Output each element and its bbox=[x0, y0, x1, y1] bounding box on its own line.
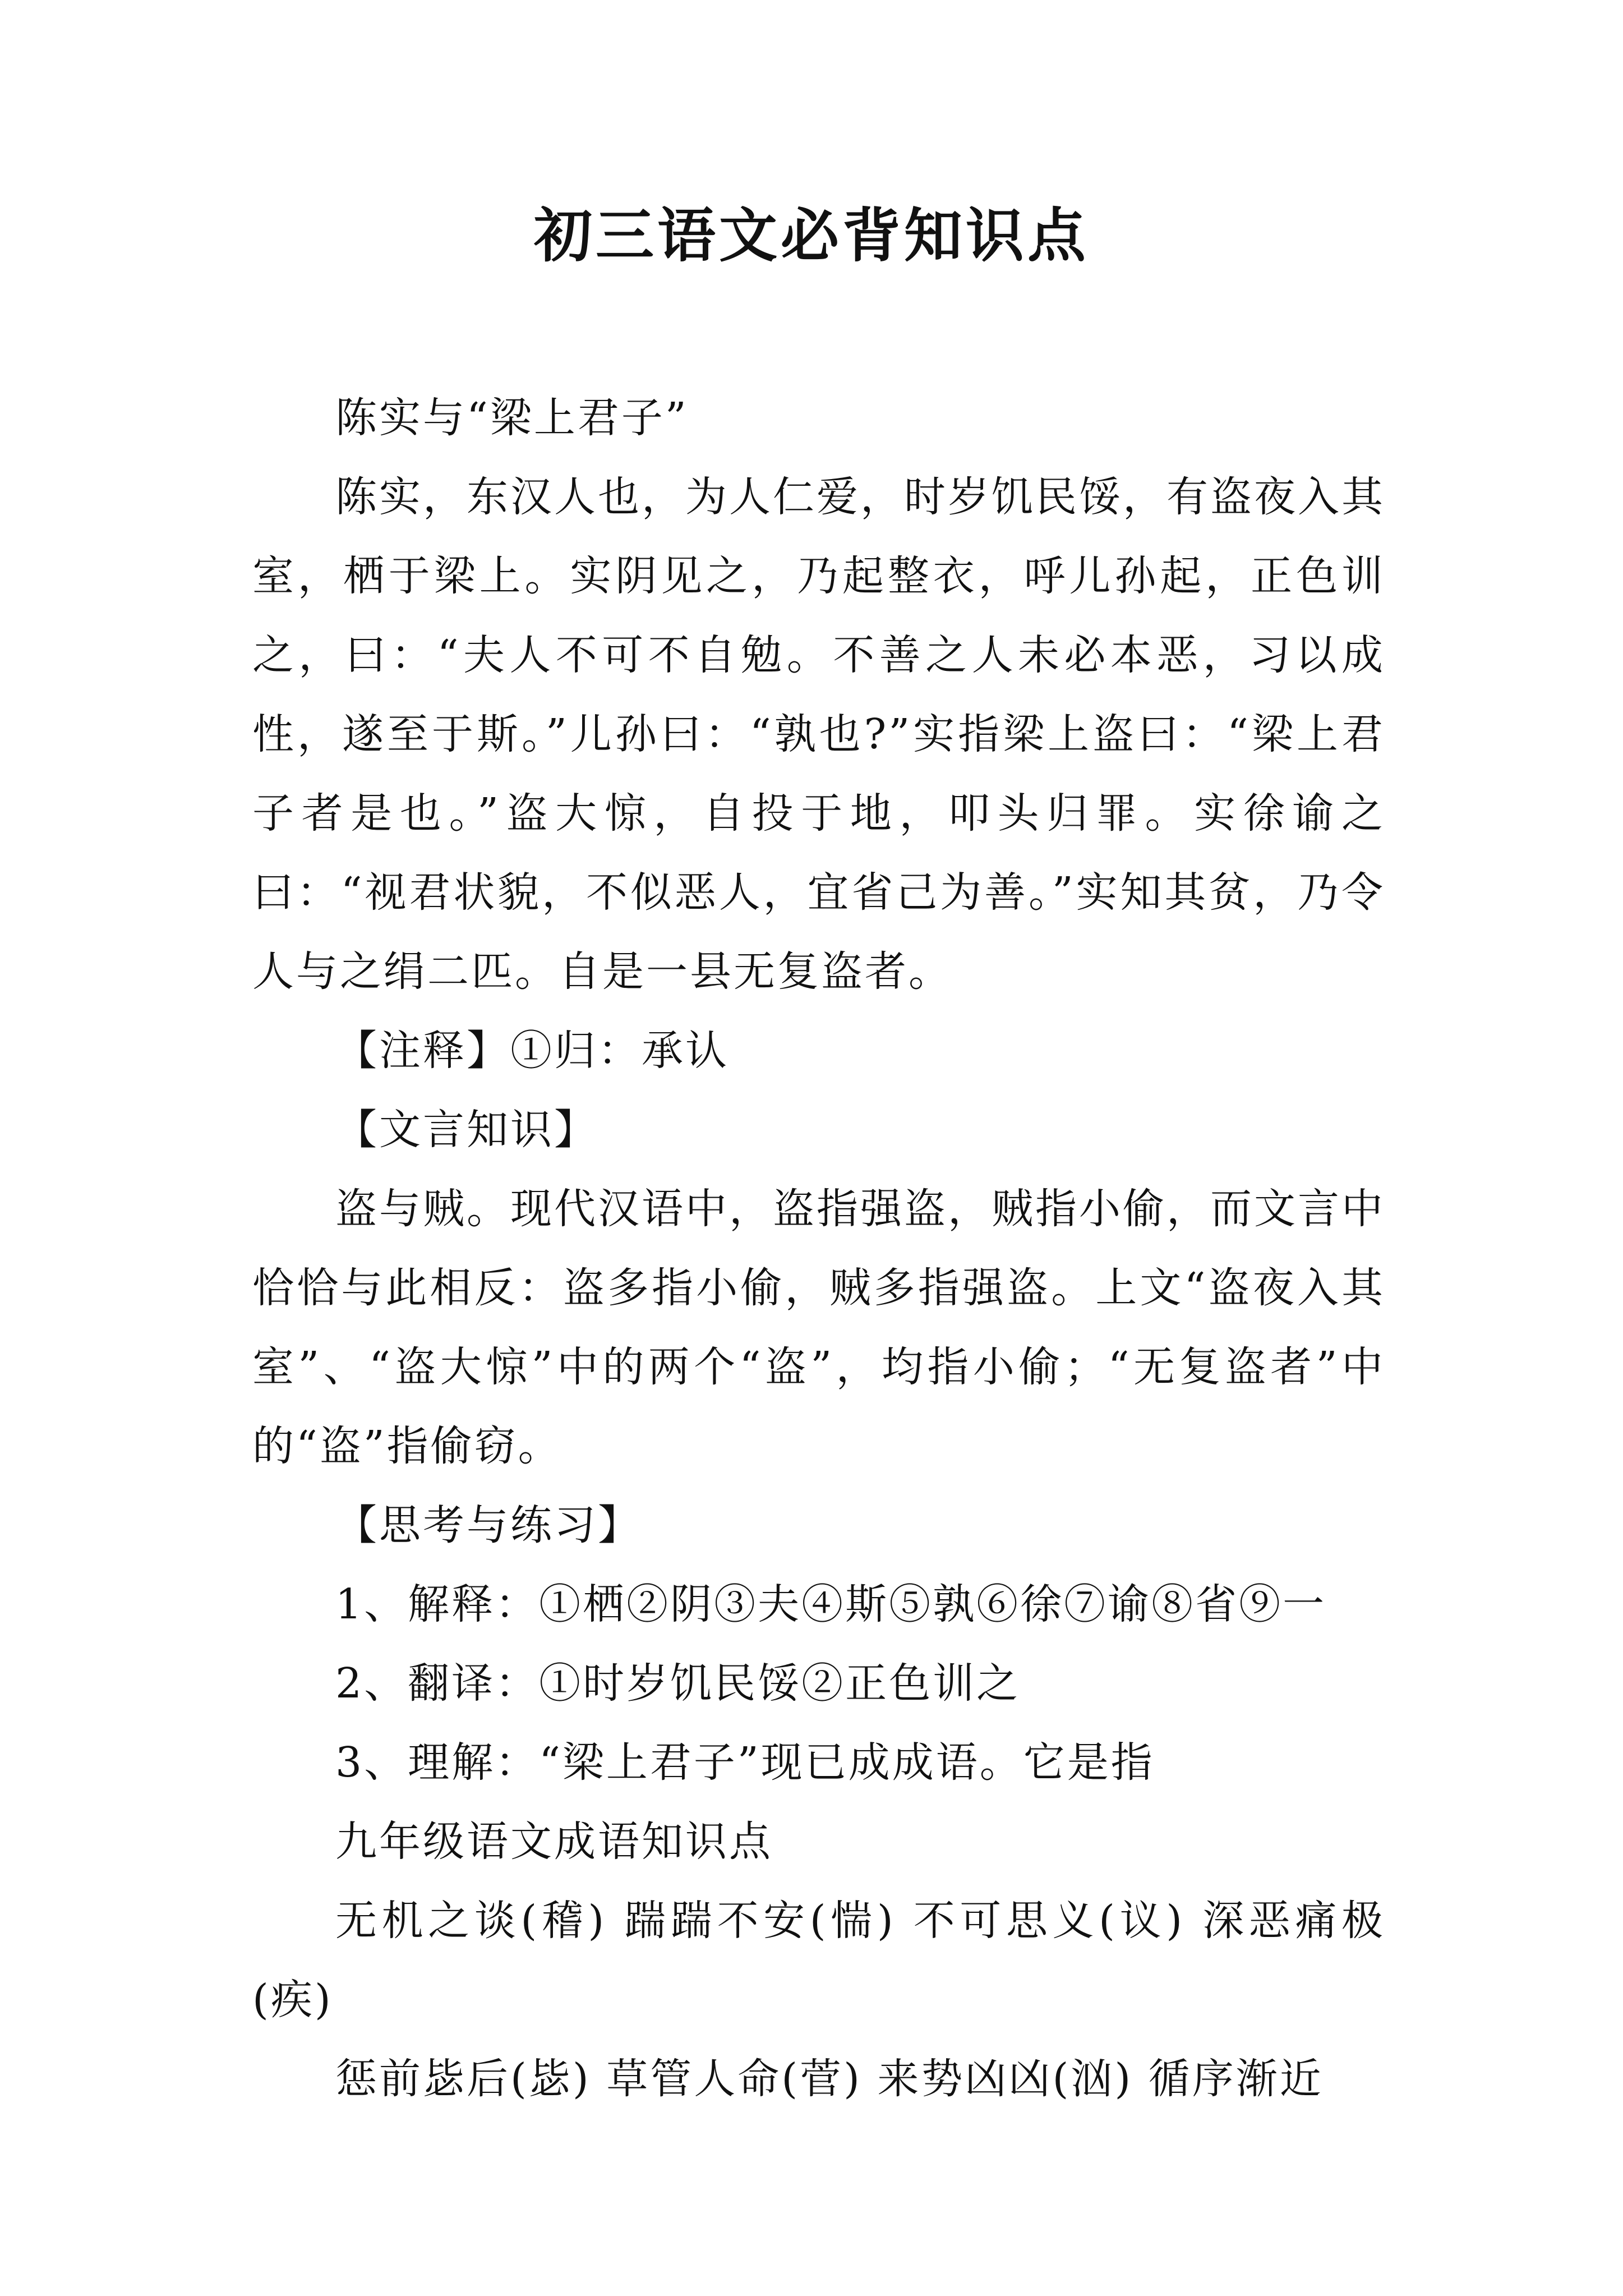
story-heading: 陈实与“梁上君子” bbox=[335, 394, 689, 442]
idiom-section-heading: 九年级语文成语知识点 bbox=[335, 1818, 773, 1866]
exercise-item: 1、解释：①栖②阴③夫④斯⑤孰⑥徐⑦谕⑧省⑨一 bbox=[335, 1580, 1327, 1628]
annotation-note: 【注释】①归：承认 bbox=[335, 1027, 729, 1075]
document-title: 初三语文必背知识点 bbox=[533, 201, 1089, 270]
classical-knowledge-heading: 【文言知识】 bbox=[335, 1106, 598, 1154]
classical-knowledge-text: 盗与贼。现代汉语中，盗指强盗，贼指小偷，而文言中恰恰与此相反：盗多指小偷，贼多指强盗。上文“盗夜入其室”、“盗大惊”中的两个“盗”，均指小偷；“无复盗者”中的“盗”指偷窃。 bbox=[252, 1185, 1385, 1470]
exercise-item: 3、理解：“梁上君子”现已成成语。它是指 bbox=[335, 1738, 1155, 1787]
idiom-list-line: 无机之谈(稽) 踹踹不安(惴) 不可思义(议) 深恶痛极(疾) bbox=[252, 1897, 1385, 2024]
exercise-heading: 【思考与练习】 bbox=[335, 1501, 642, 1549]
exercise-item: 2、翻译：①时岁饥民馁②正色训之 bbox=[335, 1659, 1021, 1708]
idiom-list-line: 惩前毖后(毖) 草管人命(菅) 来势凶凶(汹) 循序渐近 bbox=[335, 2055, 1324, 2103]
document-body bbox=[252, 379, 1385, 2119]
story-text: 陈实，东汉人也，为人仁爱，时岁饥民馁，有盗夜入其室，栖于梁上。实阴见之，乃起整衣，呼儿孙起，正色训之，曰：“夫人不可不自勉。不善之人未必本恶，习以成性，遂至于斯。”儿孙曰：“孰也?”实指梁上盗曰：“梁上君子者是也。”盗大惊，自投于地，叩头归罪。实徐谕之曰：“视君状貌，不似恶人，宜省己为善。”实知其贫，乃令人与之绢二匹。自是一县无复盗者。 bbox=[252, 473, 1385, 996]
